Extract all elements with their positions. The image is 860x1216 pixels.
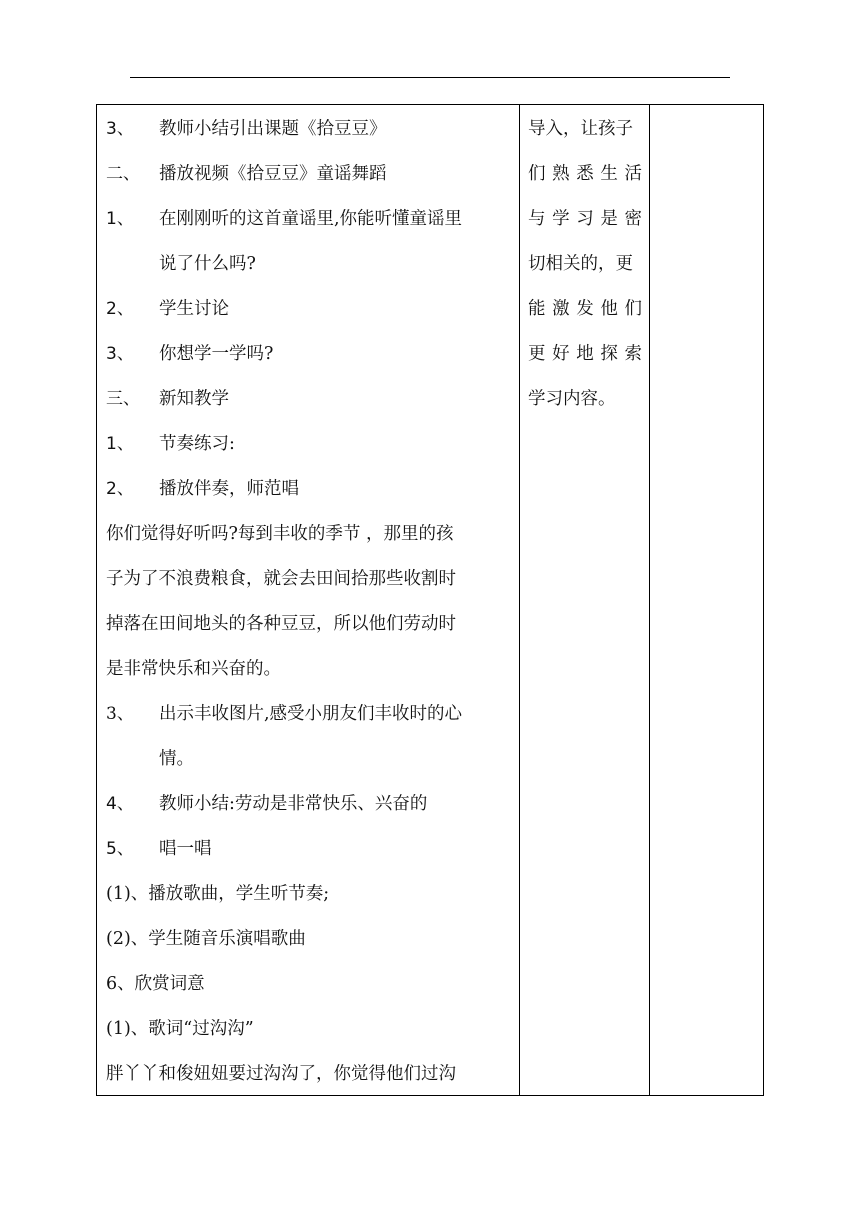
intent-line: 学习内容。 <box>528 389 616 409</box>
line-number: 3、 <box>106 344 134 364</box>
header-rule <box>130 77 730 78</box>
empty-column <box>650 105 763 1095</box>
line-text: 情。 <box>159 749 194 769</box>
line-text: 你们觉得好听吗?每到丰收的季节 ，那里的孩 <box>106 524 454 544</box>
line-text: 教师小结引出课题《拾豆豆》 <box>159 119 387 139</box>
intent-line: 能激发他们 <box>528 299 642 319</box>
line-text: 掉落在田间地头的各种豆豆，所以他们劳动时 <box>106 614 456 634</box>
process-line <box>106 152 514 197</box>
line-text: 教师小结:劳动是非常快乐、兴奋的 <box>159 794 428 814</box>
process-paragraph-line <box>106 647 514 692</box>
line-text: 你想学一学吗? <box>159 344 274 364</box>
line-text: 播放视频《拾豆豆》童谣舞蹈 <box>159 164 387 184</box>
lesson-plan-table <box>96 104 764 1096</box>
intent-line: 切相关的，更 <box>528 254 633 274</box>
process-paragraph-line <box>106 1052 514 1097</box>
line-text: (2)、学生随音乐演唱歌曲 <box>106 929 306 949</box>
design-intent-column <box>520 105 650 1095</box>
line-number: 4、 <box>106 794 134 814</box>
line-number: 3、 <box>106 704 134 724</box>
line-number: 5、 <box>106 839 134 859</box>
intent-line: 更好地探索 <box>528 344 642 364</box>
process-line <box>106 422 514 467</box>
line-number: 三、 <box>106 389 140 409</box>
line-text: 6、欣赏词意 <box>106 974 205 994</box>
process-line <box>106 782 514 827</box>
intent-line: 与学习是密 <box>528 209 642 229</box>
line-text: (1)、歌词“过沟沟” <box>106 1019 254 1039</box>
line-text: (1)、播放歌曲，学生听节奏; <box>106 884 330 904</box>
line-text: 说了什么吗? <box>159 254 256 274</box>
process-sub-line <box>106 872 514 917</box>
process-line <box>106 197 514 242</box>
line-text: 是非常快乐和兴奋的。 <box>106 659 281 679</box>
line-text: 胖丫丫和俊妞妞要过沟沟了，你觉得他们过沟 <box>106 1064 456 1084</box>
process-line <box>106 242 514 287</box>
process-line <box>106 377 514 422</box>
line-number: 1、 <box>106 434 134 454</box>
line-text: 学生讨论 <box>159 299 229 319</box>
line-number: 2、 <box>106 479 134 499</box>
line-text: 在刚刚听的这首童谣里,你能听懂童谣里 <box>159 209 463 229</box>
intent-line: 导入，让孩子 <box>528 119 633 139</box>
line-text: 节奏练习: <box>159 434 235 454</box>
line-number: 1、 <box>106 209 134 229</box>
intent-line: 们熟悉生活 <box>528 164 642 184</box>
line-number: 二、 <box>106 164 140 184</box>
process-paragraph-line <box>106 512 514 557</box>
process-sub-line <box>106 962 514 1007</box>
line-text: 新知教学 <box>159 389 229 409</box>
process-line <box>106 737 514 782</box>
process-sub-line <box>106 917 514 962</box>
process-line <box>106 287 514 332</box>
teaching-process-column <box>97 105 520 1095</box>
teaching-process-content <box>106 107 514 1097</box>
process-line <box>106 332 514 377</box>
process-line <box>106 467 514 512</box>
line-text: 出示丰收图片,感受小朋友们丰收时的心 <box>159 704 463 724</box>
process-sub-line <box>106 1007 514 1052</box>
process-line <box>106 692 514 737</box>
line-text: 唱一唱 <box>159 839 212 859</box>
line-number: 2、 <box>106 299 134 319</box>
process-paragraph-line <box>106 557 514 602</box>
line-number: 3、 <box>106 119 134 139</box>
line-text: 子为了不浪费粮食，就会去田间拾那些收割时 <box>106 569 456 589</box>
process-paragraph-line <box>106 602 514 647</box>
process-line <box>106 107 514 152</box>
process-line <box>106 827 514 872</box>
line-text: 播放伴奏，师范唱 <box>159 479 299 499</box>
design-intent-content <box>528 107 644 422</box>
